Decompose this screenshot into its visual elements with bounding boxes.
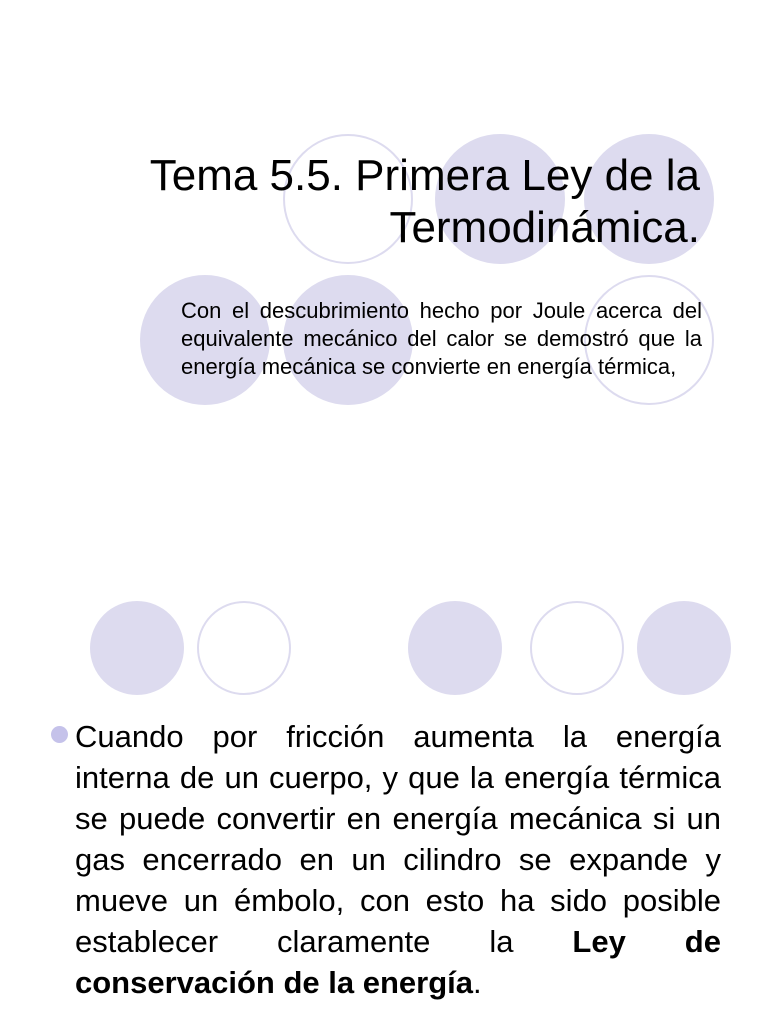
slide-title <box>100 150 700 254</box>
bullet-bold-text: Ley de conservación de la energía <box>75 924 721 1000</box>
slide-title-line-1: Tema 5.5. Primera Ley de la <box>149 151 700 200</box>
bullet-text: Cuando por fricción aumenta la energía interna de un cuerpo, y que la energía térmica se puede convertir en energía mecánica si un gas encerrado en un cilindro se expande y mueve un émbolo, con esto ha sido posible establecer claramente la <box>75 719 721 959</box>
decor-circle <box>408 601 502 695</box>
bullet-circle-icon <box>51 726 68 743</box>
decor-circle <box>637 601 731 695</box>
decor-circle <box>197 601 291 695</box>
bullet-paragraph <box>75 716 721 1003</box>
decor-circle <box>530 601 624 695</box>
decor-circle <box>90 601 184 695</box>
intro-paragraph: Con el descubrimiento hecho por Joule acerca del equivalente mecánico del calor se demostró que la energía mecánica se convierte en energía térmica, <box>181 298 702 379</box>
slide-title-line-2: Termodinámica. <box>389 203 700 252</box>
bullet-end: . <box>473 965 482 1000</box>
